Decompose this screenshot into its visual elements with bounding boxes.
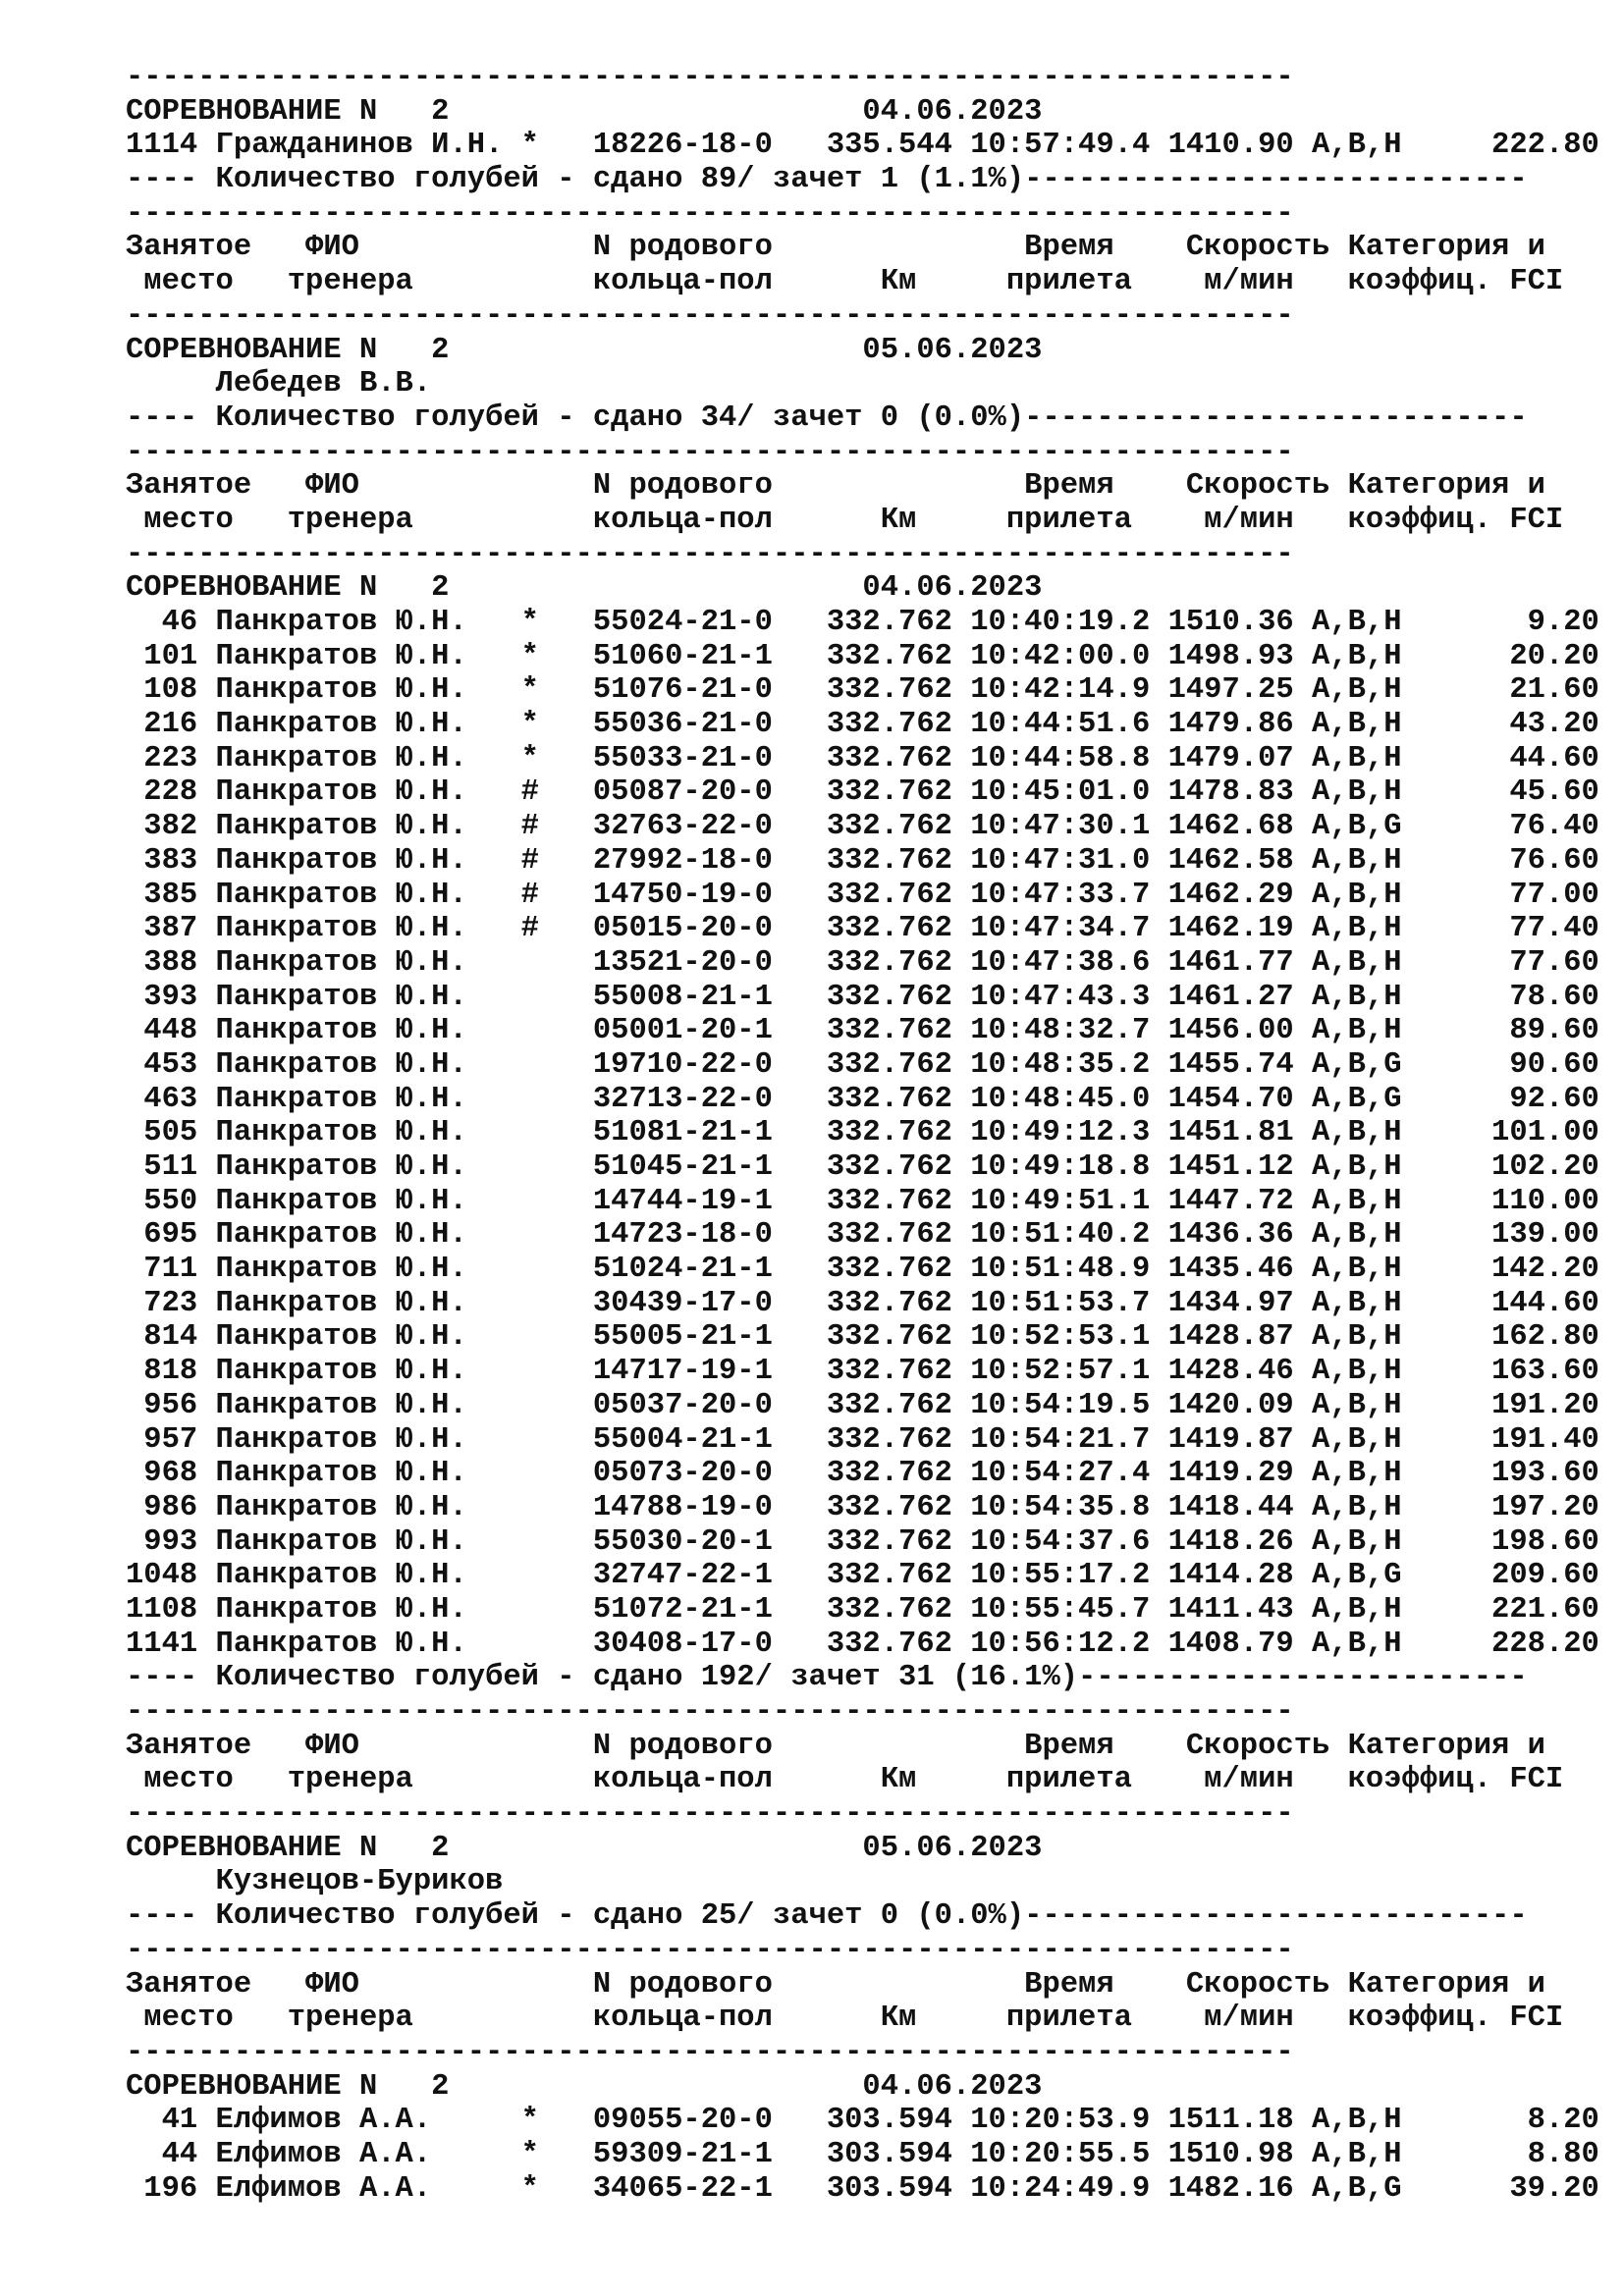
result-row: 957 Панкратов Ю.Н. 55004-21-1 332.762 10:54:21.7 1419.87 A,B,H 191.40: [126, 1422, 1599, 1457]
column-header: Занятое ФИО N родового Время Скорость Категория и: [126, 231, 1545, 265]
competition-header: СОРЕВНОВАНИЕ N 2 04.06.2023: [126, 571, 1043, 606]
result-row: 382 Панкратов Ю.Н. # 32763-22-0 332.762 10:47:30.1 1462.68 A,B,G 76.40: [126, 810, 1599, 844]
competition-header: СОРЕВНОВАНИЕ N 2 04.06.2023: [126, 2069, 1043, 2104]
column-header: Занятое ФИО N родового Время Скорость Категория и: [126, 469, 1545, 504]
result-row: 385 Панкратов Ю.Н. # 14750-19-0 332.762 10:47:33.7 1462.29 A,B,H 77.00: [126, 878, 1599, 912]
column-header: место тренера кольца-пол Км прилета м/мин коэффиц. FCI: [126, 2002, 1564, 2036]
owner-name: Кузнецов-Буриков: [126, 1865, 504, 1899]
separator-line: -----------------------------------------------------------------: [126, 1695, 1294, 1729]
separator-line: -----------------------------------------------------------------: [126, 537, 1294, 571]
separator-line: -----------------------------------------------------------------: [126, 435, 1294, 469]
result-row: 223 Панкратов Ю.Н. * 55033-21-0 332.762 10:44:58.8 1479.07 A,B,H 44.60: [126, 741, 1599, 775]
result-row: 393 Панкратов Ю.Н. 55008-21-1 332.762 10:47:43.3 1461.27 A,B,H 78.60: [126, 980, 1599, 1014]
summary-line: ---- Количество голубей - сдано 89/ зачет 1 (1.1%)----------------------------: [126, 163, 1528, 197]
result-row: 216 Панкратов Ю.Н. * 55036-21-0 332.762 10:44:51.6 1479.86 A,B,H 43.20: [126, 708, 1599, 742]
result-row: 814 Панкратов Ю.Н. 55005-21-1 332.762 10:52:53.1 1428.87 A,B,H 162.80: [126, 1320, 1599, 1355]
separator-line: -----------------------------------------------------------------: [126, 61, 1294, 94]
result-row: 986 Панкратов Ю.Н. 14788-19-0 332.762 10:54:35.8 1418.44 A,B,H 197.20: [126, 1490, 1599, 1524]
result-row: 196 Елфимов А.А. * 34065-22-1 303.594 10:24:49.9 1482.16 A,B,G 39.20: [126, 2171, 1599, 2206]
result-row: 1108 Панкратов Ю.Н. 51072-21-1 332.762 10:55:45.7 1411.43 A,B,H 221.60: [126, 1592, 1599, 1627]
result-row: 818 Панкратов Ю.Н. 14717-19-1 332.762 10:52:57.1 1428.46 A,B,H 163.60: [126, 1355, 1599, 1389]
result-row: 46 Панкратов Ю.Н. * 55024-21-0 332.762 10:40:19.2 1510.36 A,B,H 9.20: [126, 606, 1599, 639]
result-row: 723 Панкратов Ю.Н. 30439-17-0 332.762 10:51:53.7 1434.97 A,B,H 144.60: [126, 1286, 1599, 1320]
result-row: 383 Панкратов Ю.Н. # 27992-18-0 332.762 10:47:31.0 1462.58 A,B,H 76.60: [126, 843, 1599, 878]
column-header: Занятое ФИО N родового Время Скорость Категория и: [126, 1967, 1545, 2002]
summary-line: ---- Количество голубей - сдано 34/ зачет 0 (0.0%)----------------------------: [126, 400, 1528, 435]
result-row: 1048 Панкратов Ю.Н. 32747-22-1 332.762 10:55:17.2 1414.28 A,B,G 209.60: [126, 1559, 1599, 1593]
result-row: 505 Панкратов Ю.Н. 51081-21-1 332.762 10:49:12.3 1451.81 A,B,H 101.00: [126, 1116, 1599, 1150]
separator-line: -----------------------------------------------------------------: [126, 298, 1294, 333]
summary-line: ---- Количество голубей - сдано 192/ зачет 31 (16.1%)-------------------------: [126, 1661, 1528, 1695]
result-row: 387 Панкратов Ю.Н. # 05015-20-0 332.762 10:47:34.7 1462.19 A,B,H 77.40: [126, 912, 1599, 946]
result-row: 463 Панкратов Ю.Н. 32713-22-0 332.762 10:48:45.0 1454.70 A,B,G 92.60: [126, 1082, 1599, 1116]
separator-line: -----------------------------------------------------------------: [126, 1933, 1294, 1967]
column-header: Занятое ФИО N родового Время Скорость Категория и: [126, 1729, 1545, 1763]
result-row: 448 Панкратов Ю.Н. 05001-20-1 332.762 10:48:32.7 1456.00 A,B,H 89.60: [126, 1014, 1599, 1048]
result-row: 695 Панкратов Ю.Н. 14723-18-0 332.762 10:51:40.2 1436.36 A,B,H 139.00: [126, 1218, 1599, 1253]
result-row: 44 Елфимов А.А. * 59309-21-1 303.594 10:20:55.5 1510.98 A,B,H 8.80: [126, 2137, 1599, 2171]
result-row: 228 Панкратов Ю.Н. # 05087-20-0 332.762 10:45:01.0 1478.83 A,B,H 45.60: [126, 775, 1599, 810]
competition-header: СОРЕВНОВАНИЕ N 2 05.06.2023: [126, 1831, 1043, 1865]
result-row: 993 Панкратов Ю.Н. 55030-20-1 332.762 10:54:37.6 1418.26 A,B,H 198.60: [126, 1524, 1599, 1559]
column-header: место тренера кольца-пол Км прилета м/мин коэффиц. FCI: [126, 265, 1564, 299]
result-row: 1141 Панкратов Ю.Н. 30408-17-0 332.762 10:56:12.2 1408.79 A,B,H 228.20: [126, 1627, 1599, 1661]
competition-header: СОРЕВНОВАНИЕ N 2 05.06.2023: [126, 333, 1043, 367]
separator-line: -----------------------------------------------------------------: [126, 196, 1294, 231]
results-document: [126, 61, 1599, 2206]
separator-line: -----------------------------------------------------------------: [126, 2035, 1294, 2069]
result-row: 41 Елфимов А.А. * 09055-20-0 303.594 10:20:53.9 1511.18 A,B,H 8.20: [126, 2104, 1599, 2138]
result-row: 511 Панкратов Ю.Н. 51045-21-1 332.762 10:49:18.8 1451.12 A,B,H 102.20: [126, 1150, 1599, 1184]
separator-line: -----------------------------------------------------------------: [126, 1797, 1294, 1832]
competition-header: СОРЕВНОВАНИЕ N 2 04.06.2023: [126, 94, 1043, 129]
column-header: место тренера кольца-пол Км прилета м/мин коэффиц. FCI: [126, 1763, 1564, 1797]
owner-name: Лебедев В.В.: [126, 367, 432, 401]
result-row: 711 Панкратов Ю.Н. 51024-21-1 332.762 10:51:48.9 1435.46 A,B,H 142.20: [126, 1253, 1599, 1287]
result-row: 388 Панкратов Ю.Н. 13521-20-0 332.762 10:47:38.6 1461.77 A,B,H 77.60: [126, 945, 1599, 980]
result-row: 101 Панкратов Ю.Н. * 51060-21-1 332.762 10:42:00.0 1498.93 A,B,H 20.20: [126, 639, 1599, 673]
result-row: 453 Панкратов Ю.Н. 19710-22-0 332.762 10:48:35.2 1455.74 A,B,G 90.60: [126, 1047, 1599, 1082]
summary-line: ---- Количество голубей - сдано 25/ зачет 0 (0.0%)----------------------------: [126, 1899, 1528, 1934]
result-row: 968 Панкратов Ю.Н. 05073-20-0 332.762 10:54:27.4 1419.29 A,B,H 193.60: [126, 1457, 1599, 1491]
result-row: 956 Панкратов Ю.Н. 05037-20-0 332.762 10:54:19.5 1420.09 A,B,H 191.20: [126, 1388, 1599, 1422]
result-row: 550 Панкратов Ю.Н. 14744-19-1 332.762 10:49:51.1 1447.72 A,B,H 110.00: [126, 1184, 1599, 1218]
result-row: 1114 Гражданинов И.Н. * 18226-18-0 335.544 10:57:49.4 1410.90 A,B,H 222.80: [126, 129, 1599, 163]
result-row: 108 Панкратов Ю.Н. * 51076-21-0 332.762 10:42:14.9 1497.25 A,B,H 21.60: [126, 673, 1599, 708]
column-header: место тренера кольца-пол Км прилета м/мин коэффиц. FCI: [126, 503, 1564, 537]
